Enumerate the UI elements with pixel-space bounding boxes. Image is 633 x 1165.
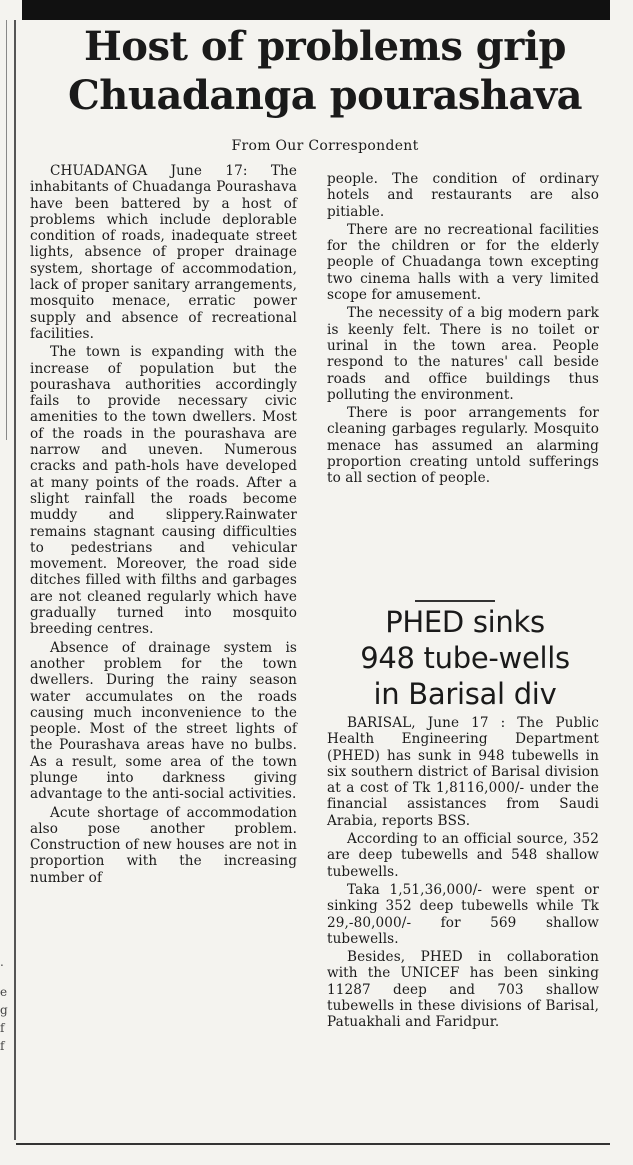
- top-rule: [22, 0, 610, 20]
- second-article-headline: [320, 604, 610, 712]
- column-rule: [14, 20, 16, 1140]
- adjacent-text-fragment: f: [0, 1021, 5, 1035]
- paragraph: CHUADANGA June 17: The inhabitants of Chuadanga Pourashava have been battered by a host of problems which include deplorable condition of roads, inadequate street lights, absence of proper drainage system, shortage of accommodation, lack of proper sanitary arrangements, mosquito menace, erratic power supply and absence of recreational facilities.: [30, 163, 297, 342]
- byline: From Our Correspondent: [231, 138, 419, 154]
- paragraph: The town is expanding with the increase of population but the pourashava authorities accordingly fails to provide necessary civic amenities to the town dwellers. Most of the roads in the pourashava are narrow and uneven. Numerous cracks and path-hols have developed at many points of the roads. After a slight rainfall the roads become muddy and slippery.Rainwater remains stagnant causing difficulties to pedestrians and vehicular movement. Moreover, the road side ditches filled with filths and garbages are not cleaned regularly which have gradually turned into mosquito breeding centres.: [30, 344, 297, 638]
- headline-line: PHED sinks: [385, 605, 545, 639]
- paragraph: Absence of drainage system is another problem for the town dwellers. During the rainy season water accumulates on the roads causing much inconvenience to the people. Most of the street lights of the Pourashava areas have no bulbs. As a result, some area of the town plunge into darkness giving advantage to the anti-social activities.: [30, 639, 297, 803]
- bottom-rule: [16, 1143, 610, 1145]
- paragraph: There are no recreational facilities for the children or for the elderly people of Chuadanga town excepting two cinema halls with a very limited scope for amusement.: [327, 221, 599, 304]
- paragraph: people. The condition of ordinary hotels and restaurants are also pitiable.: [327, 171, 599, 220]
- paragraph: Taka 1,51,36,000/- were spent or sinking 352 deep tubewells while Tk 29,-80,000/- for 569 shallow tubewells.: [327, 881, 599, 947]
- adjacent-text-fragment: g: [0, 1003, 8, 1017]
- adjacent-text-fragment: f: [0, 1039, 5, 1053]
- paragraph: Acute shortage of accommodation also pose another problem. Construction of new houses are not in proportion with the increasing number of: [30, 804, 297, 886]
- article-separator: [415, 600, 495, 602]
- paragraph: Besides, PHED in collaboration with the UNICEF has been sinking 11287 deep and 703 shallow tubewells in these divisions of Barisal, Patuakhali and Faridpur.: [327, 949, 599, 1031]
- headline-line: 948 tube-wells: [360, 641, 570, 675]
- paragraph: The necessity of a big modern park is keenly felt. There is no toilet or urinal in the town area. People respond to the natures' call beside roads and office buildings thus polluting the environment.: [327, 305, 599, 403]
- article-headline: Host of problems grip Chuadanga pourashava: [67, 23, 583, 119]
- paragraph: BARISAL, June 17 : The Public Health Engineering Department (PHED) has sunk in 948 tubewells in six southern district of Barisal division at a cost of Tk 1,8116,000/- under the financial assistances from Saudi Arabia, reports BSS.: [327, 715, 599, 829]
- paragraph: According to an official source, 352 are deep tubewells and 548 shallow tubewells.: [327, 831, 599, 880]
- headline-line: in Barisal div: [373, 677, 557, 711]
- page-edge-rule: [6, 20, 7, 440]
- article-column-right: [327, 171, 599, 489]
- adjacent-text-fragment: .: [0, 955, 4, 969]
- paragraph: There is poor arrangements for cleaning garbages regularly. Mosquito menace has assumed an alarming proportion creating untold sufferings to all section of people.: [327, 405, 599, 487]
- adjacent-text-fragment: e: [0, 985, 8, 999]
- article-column-left: [30, 163, 297, 888]
- second-article-body: [327, 715, 599, 1033]
